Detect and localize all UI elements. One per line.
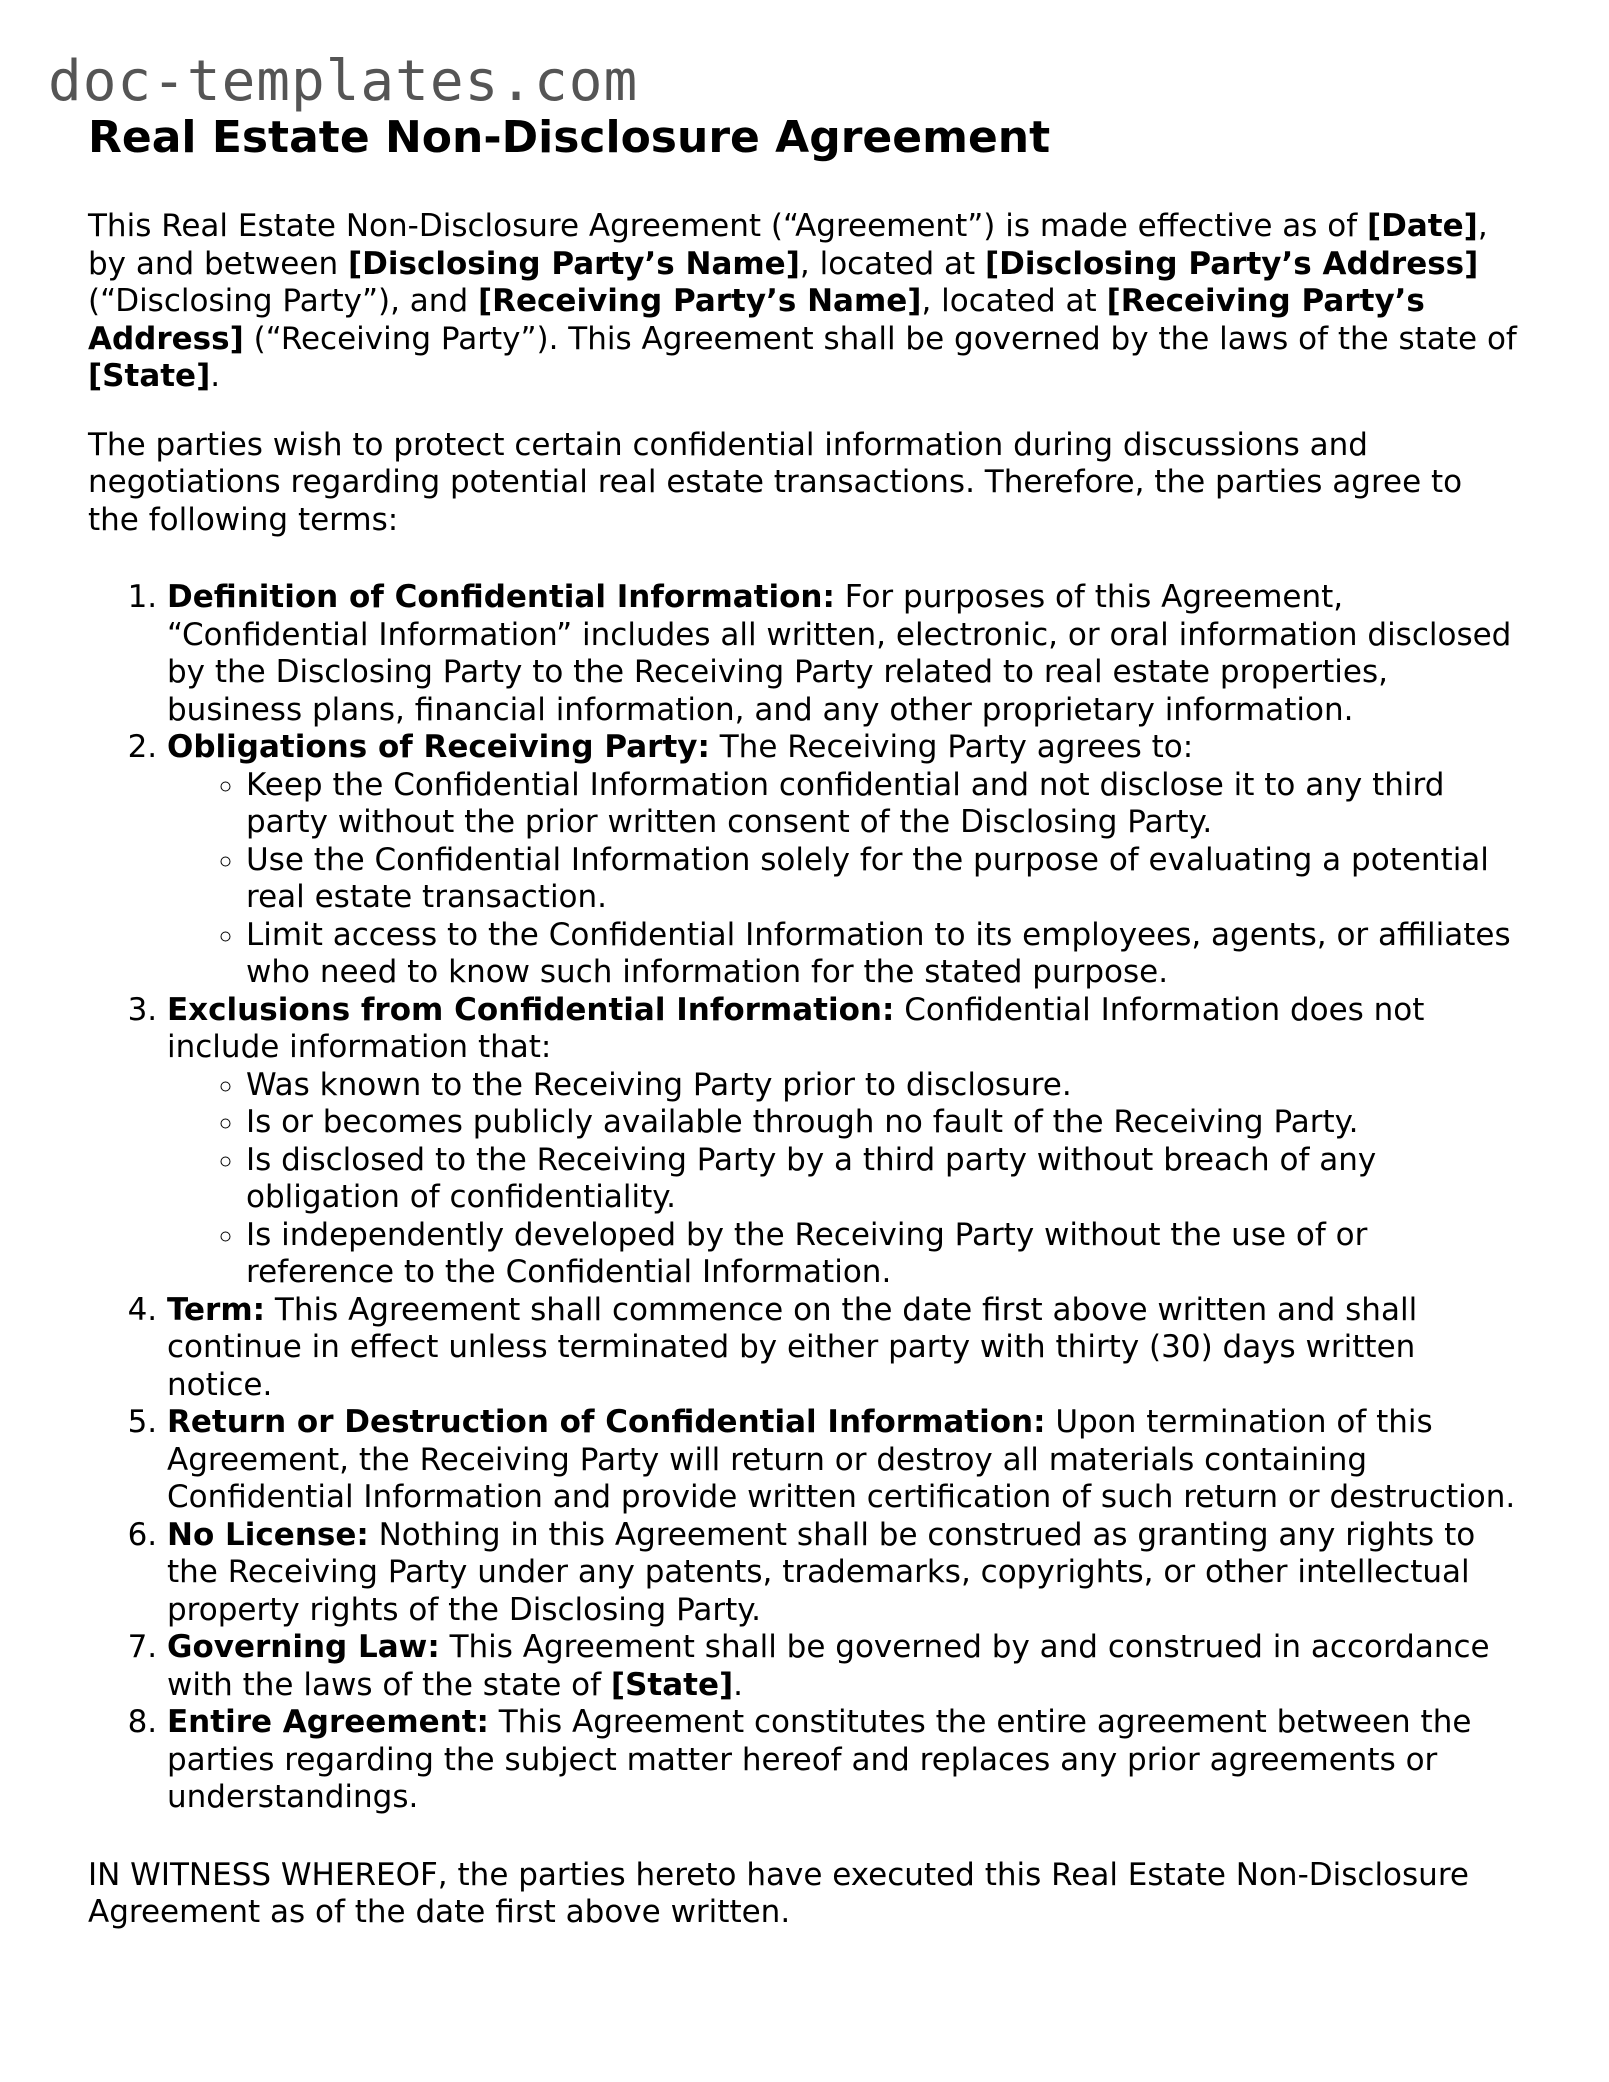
section-item: [167, 992, 1518, 1292]
section-text: Upon termination of this Agreement, the Receiving Party will return or destroy all materials containing Confidential Information and provide written certification of such return or destruction.: [167, 1404, 1516, 1515]
intro-text: .: [210, 358, 221, 394]
section-item: [167, 1704, 1518, 1817]
section-text: This Agreement shall be governed by and construed in accordance with the laws of the state of: [167, 1629, 1490, 1703]
disclosing-address-placeholder: [Disclosing Party’s Address]: [984, 245, 1479, 282]
section-heading: Definition of Confidential Information:: [167, 579, 835, 615]
document-page: [88, 108, 1518, 1963]
section-text: Nothing in this Agreement shall be construed as granting any rights to the Receiving Party under any patents, trademarks, copyrights, or other intellectual property rights of the Disclosing Party.: [167, 1516, 1476, 1628]
section-item: [167, 1517, 1518, 1630]
section-item: [167, 1404, 1518, 1517]
section-text: .: [733, 1666, 744, 1703]
list-item: ◦ Is disclosed to the Receiving Party by a third party without breach of any obligation of confidentiality.: [246, 1142, 1518, 1217]
section-item: [167, 1292, 1518, 1405]
section-item: [167, 1629, 1518, 1704]
document-title: Real Estate Non-Disclosure Agreement: [88, 112, 1051, 163]
section-text: This Agreement shall commence on the date first above written and shall continue in effect unless terminated by either party with thirty (30) days written notice.: [167, 1291, 1418, 1403]
section-item: [167, 579, 1518, 729]
section-heading: Governing Law:: [167, 1629, 440, 1665]
obligations-list: [167, 767, 1518, 992]
exclusions-list: [167, 1067, 1518, 1292]
sections-list: [88, 579, 1518, 1817]
disclosing-name-placeholder: [Disclosing Party’s Name]: [347, 245, 800, 282]
watermark-logo: doc-templates.com: [48, 49, 639, 114]
section-text: This Agreement constitutes the entire agreement between the parties regarding the subject matter hereof and replaces any prior agreements or understandings.: [167, 1704, 1472, 1815]
section-text: The Receiving Party agrees to:: [709, 729, 1194, 765]
purpose-paragraph: The parties wish to protect certain confidential information during discussions and negotiations regarding potential real estate transactions. Therefore, the parties agree to the following terms:: [88, 426, 1463, 538]
list-item: ◦ Was known to the Receiving Party prior to disclosure.: [246, 1067, 1518, 1105]
list-item: ◦ Is or becomes publicly available through no fault of the Receiving Party.: [246, 1104, 1518, 1142]
list-item: ◦ Is independently developed by the Receiving Party without the use of or reference to the Confidential Information.: [246, 1217, 1518, 1292]
section-text: For purposes of this Agreement, “Confidential Information” includes all written, electronic, or oral information disclosed by the Disclosing Party to the Receiving Party related to real estate properties, business plans, financial information, and any other proprietary information.: [167, 579, 1512, 728]
section-heading: Entire Agreement:: [167, 1704, 489, 1740]
date-placeholder: [Date]: [1366, 208, 1478, 244]
intro-paragraph: [88, 208, 1518, 396]
receiving-name-placeholder: [Receiving Party’s Name]: [477, 283, 922, 319]
intro-text: (“Receiving Party”). This Agreement shall be governed by the laws of the state of: [243, 320, 1517, 357]
section-heading: Obligations of Receiving Party:: [167, 729, 710, 765]
list-item: ◦ Limit access to the Confidential Information to its employees, agents, or affiliates who need to know such information for the stated purpose.: [246, 917, 1518, 992]
state-placeholder: [State]: [610, 1666, 734, 1703]
intro-text: , located at: [921, 283, 1107, 319]
intro-text: , by and between: [88, 208, 1488, 282]
section-text: Confidential Information does not include information that:: [167, 991, 1425, 1065]
list-item: ◦ Use the Confidential Information solely for the purpose of evaluating a potential real estate transaction.: [246, 842, 1518, 917]
intro-text: This Real Estate Non-Disclosure Agreement (“Agreement”) is made effective as of: [88, 208, 1367, 244]
section-heading: No License:: [167, 1516, 369, 1553]
section-heading: Term:: [167, 1291, 266, 1328]
receiving-address-placeholder: [Receiving Party’s Address]: [88, 283, 1425, 357]
intro-text: (“Disclosing Party”), and: [88, 283, 478, 319]
witness-paragraph: IN WITNESS WHEREOF, the parties hereto have executed this Real Estate Non-Disclosure Agreement as of the date first above written.: [88, 1856, 1469, 1930]
state-placeholder: [State]: [88, 358, 211, 394]
intro-text: , located at: [799, 245, 985, 282]
section-heading: Exclusions from Confidential Information:: [167, 991, 895, 1028]
section-heading: Return or Destruction of Confidential Information:: [167, 1404, 1046, 1440]
section-item: [167, 729, 1518, 992]
list-item: ◦ Keep the Confidential Information confidential and not disclose it to any third party without the prior written consent of the Disclosing Party.: [246, 767, 1518, 842]
